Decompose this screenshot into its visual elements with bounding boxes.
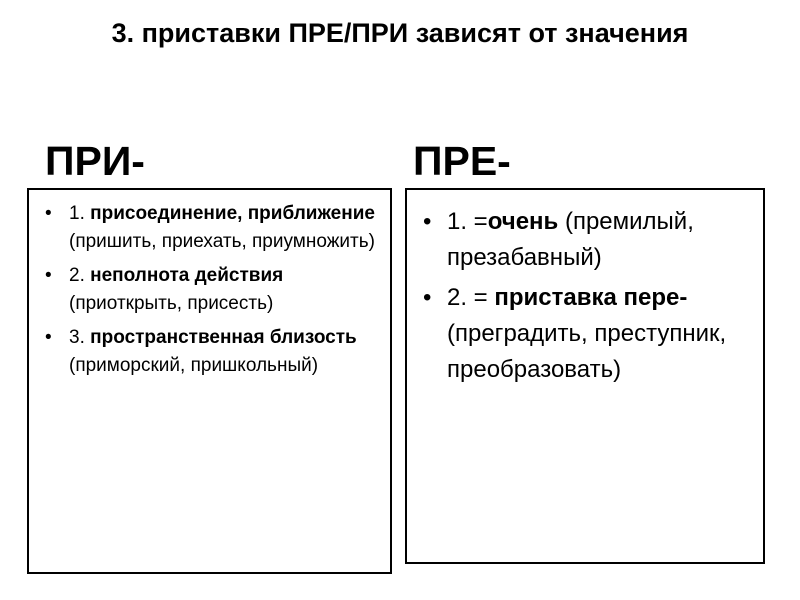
list-item bbox=[419, 280, 753, 388]
bullet-icon: • bbox=[45, 327, 52, 348]
item-examples: (преградить, преступник, преобразовать) bbox=[447, 320, 727, 383]
bullet-icon: • bbox=[423, 284, 432, 311]
list-item bbox=[419, 204, 753, 276]
heading-pre: ПРЕ- bbox=[413, 138, 511, 184]
pre-rules-box bbox=[405, 188, 765, 564]
item-meaning: присоединение, приближение bbox=[90, 203, 375, 224]
item-number: 3. bbox=[69, 327, 91, 348]
item-meaning: очень bbox=[487, 208, 559, 235]
bullet-icon: • bbox=[423, 208, 432, 235]
bullet-icon: • bbox=[45, 265, 52, 286]
slide-title: 3. приставки ПРЕ/ПРИ зависят от значения bbox=[111, 18, 689, 48]
bullet-icon: • bbox=[45, 203, 52, 224]
list-item bbox=[41, 324, 380, 380]
pri-rules-box bbox=[27, 188, 392, 574]
item-meaning: неполнота действия bbox=[90, 265, 284, 286]
heading-pri: ПРИ- bbox=[45, 138, 145, 184]
item-number: 2. bbox=[69, 265, 91, 286]
pre-rules-list bbox=[419, 204, 753, 388]
item-examples: (премилый, презабавный) bbox=[447, 208, 694, 271]
item-number: 1. = bbox=[447, 208, 488, 235]
item-examples: (пришить, приехать, приумножить) bbox=[69, 231, 375, 252]
item-examples: (приморский, пришкольный) bbox=[69, 355, 319, 376]
item-meaning: приставка пере- bbox=[494, 284, 688, 311]
list-item bbox=[41, 200, 380, 256]
item-examples: (приоткрыть, присесть) bbox=[69, 293, 274, 314]
list-item bbox=[41, 262, 380, 318]
item-meaning: пространственная близость bbox=[90, 327, 357, 348]
pri-rules-list bbox=[41, 200, 380, 380]
item-number: 1. bbox=[69, 203, 91, 224]
item-number: 2. = bbox=[447, 284, 495, 311]
